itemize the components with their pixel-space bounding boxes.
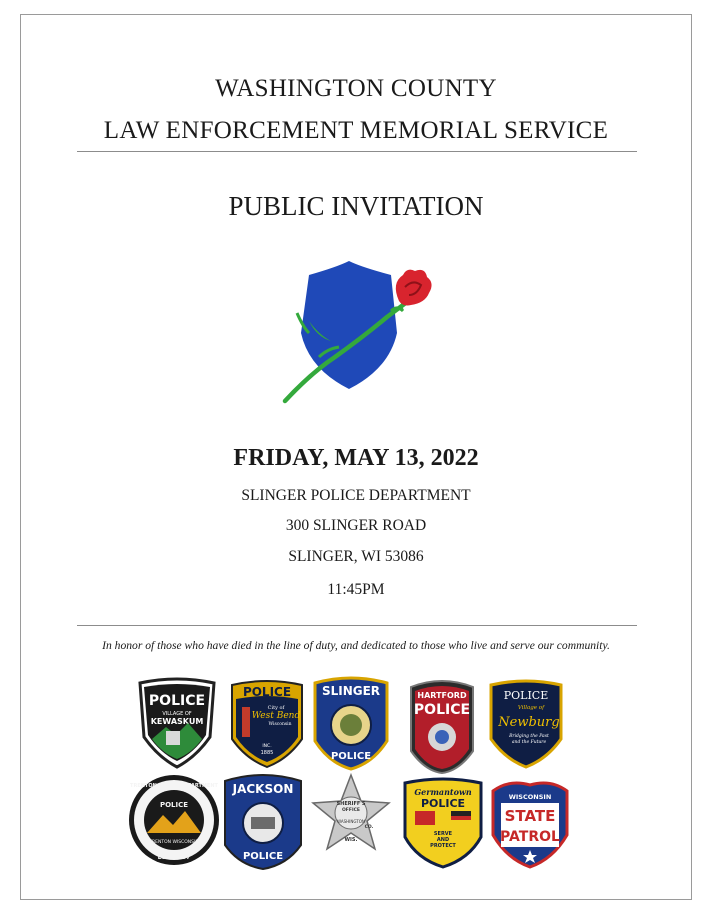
germantown-badge-line-5: PROTECT — [430, 843, 456, 849]
kewaskum-police-badge — [136, 677, 218, 769]
newburg-badge-line-2: Village of — [517, 705, 545, 711]
slinger-badge-line-2: POLICE — [330, 751, 372, 762]
trenton-badge-line-1: TRENTON POLICE DEPARTMENT — [130, 783, 218, 789]
trenton-police-badge — [127, 773, 221, 867]
wisconsin-state-patrol-badge — [487, 777, 573, 869]
west-bend-badge-line-5: INC. — [262, 744, 272, 749]
sheriffs-star-badge — [311, 771, 391, 871]
west-bend-badge-line-3: West Bend — [251, 711, 301, 721]
patrol-badge-line-3: PATROL — [500, 829, 560, 845]
patrol-badge-line-1: WISCONSIN — [508, 793, 552, 801]
service-heading: LAW ENFORCEMENT MEMORIAL SERVICE — [103, 117, 609, 144]
newburg-badge-line-1: POLICE — [503, 689, 549, 702]
west-bend-badge-line-1: POLICE — [242, 685, 292, 699]
event-city: SLINGER, WI 53086 — [288, 548, 424, 565]
germantown-badge-line-4: AND — [436, 837, 450, 843]
kewaskum-badge-line-2: VILLAGE OF — [162, 711, 192, 717]
hartford-police-badge — [405, 675, 479, 775]
shield-rose-emblem — [279, 261, 439, 407]
jackson-badge-line-2: POLICE — [242, 851, 284, 862]
sheriff-badge-line-5: WIS. — [344, 837, 358, 843]
sheriff-badge-line-3: WASHINGTON — [337, 819, 365, 824]
slinger-badge-line-1: SLINGER — [321, 684, 381, 698]
trenton-badge-line-4: EST. 1997 — [157, 854, 191, 861]
sheriff-badge-line-4: CO. — [364, 825, 374, 830]
dedication-text: In honor of those who have died in the line of duty, and dedicated to those who live and serve our community. — [102, 639, 610, 652]
trenton-badge-line-2: POLICE — [159, 801, 189, 809]
public-invitation-title: PUBLIC INVITATION — [228, 191, 484, 221]
top-divider — [77, 151, 637, 152]
newburg-police-badge — [487, 677, 565, 769]
kewaskum-badge-line-3: KEWASKUM — [150, 717, 204, 726]
newburg-badge-line-4: Bridging the Past — [509, 734, 549, 739]
county-heading: WASHINGTON COUNTY — [215, 75, 497, 102]
sheriff-badge-line-2: OFFICE — [341, 808, 361, 813]
event-address: 300 SLINGER ROAD — [285, 517, 427, 534]
newburg-badge-line-5: and the Future — [511, 740, 547, 745]
germantown-badge-line-2: POLICE — [420, 797, 466, 810]
event-time: 11:45PM — [327, 581, 385, 598]
hartford-badge-line-2: POLICE — [413, 702, 471, 718]
west-bend-police-badge — [228, 677, 306, 769]
patrol-badge-line-2: STATE — [504, 807, 556, 825]
bottom-divider — [77, 625, 637, 626]
newburg-badge-line-3: Newburg — [498, 715, 560, 730]
slinger-police-badge — [311, 675, 391, 771]
hartford-badge-line-1: HARTFORD — [417, 691, 467, 700]
kewaskum-badge-line-1: POLICE — [148, 693, 206, 709]
west-bend-badge-line-6: 1885 — [260, 750, 274, 756]
west-bend-badge-line-2: City of — [267, 705, 285, 711]
rose-bloom — [396, 270, 432, 306]
jackson-badge-line-1: JACKSON — [232, 782, 294, 796]
trenton-badge-line-3: TRENTON WISCONSIN — [149, 840, 199, 845]
jackson-police-badge — [221, 771, 305, 871]
west-bend-badge-line-4: Wisconsin — [268, 722, 292, 727]
invitation-page — [20, 14, 692, 900]
event-location: SLINGER POLICE DEPARTMENT — [241, 487, 471, 504]
germantown-badge-line-1: Germantown — [414, 787, 472, 797]
germantown-police-badge — [401, 775, 485, 869]
sheriff-badge-line-1: SHERIFF'S — [336, 801, 366, 807]
germantown-badge-line-3: SERVE — [433, 831, 453, 837]
event-date: FRIDAY, MAY 13, 2022 — [233, 445, 479, 471]
